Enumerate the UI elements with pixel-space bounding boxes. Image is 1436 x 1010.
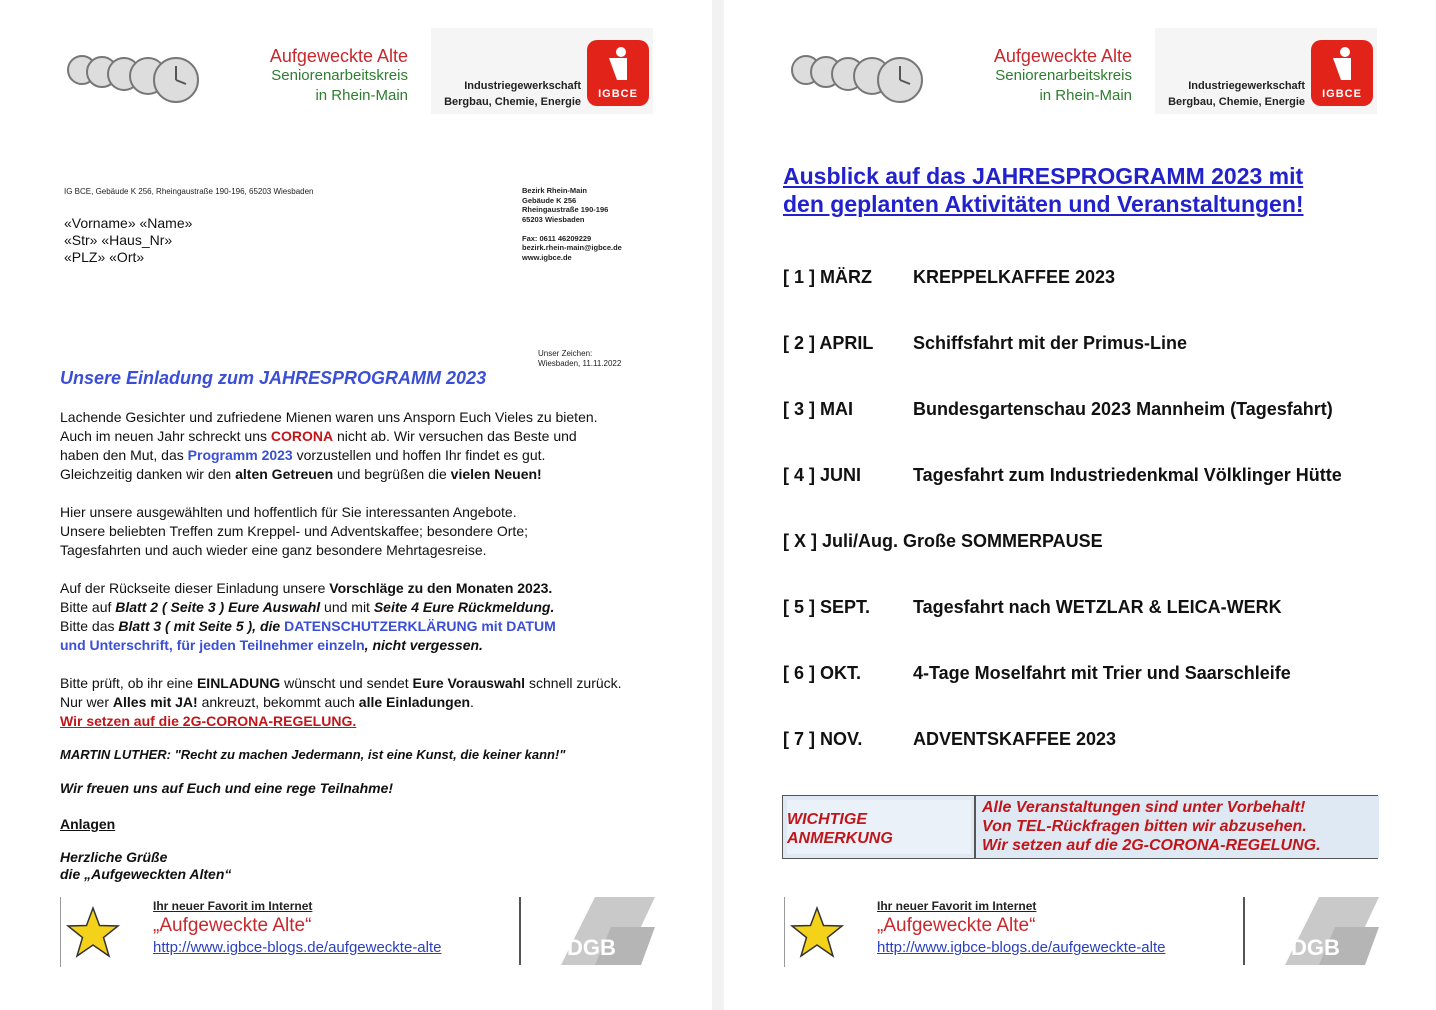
text-line: Lachende Gesichter und zufriedene Mienen waren uns Ansporn Euch Vieles zu bieten. (60, 409, 598, 425)
program-item-label: [ X ] Juli/Aug. Große SOMMERPAUSE (783, 531, 1103, 551)
program-item-label: [ 1 ] MÄRZ (783, 267, 872, 287)
blog-link[interactable]: http://www.igbce-blogs.de/aufgeweckte-alte (153, 939, 442, 956)
reference-date: Wiesbaden, 11.11.2022 (538, 359, 622, 368)
text-line: Bitte prüft, ob ihr eine EINLADUNG wünscht und sendet Eure Vorauswahl schnell zurück. (60, 675, 622, 691)
blog-name: „Aufgeweckte Alte“ (153, 915, 312, 936)
note-lines (976, 796, 1379, 855)
text-line: Hier unsere ausgewählten und hoffentlich für Sie interessanten Angebote. (60, 504, 517, 520)
luther-quote: MARTIN LUTHER: "Recht zu machen Jedermann, ist eine Kunst, die keiner kann!" (60, 747, 566, 762)
brand-title: Aufgeweckte Alte (269, 46, 408, 66)
dgb-text: DGB (567, 935, 616, 960)
footer-divider (519, 897, 521, 965)
program-item-label: [ 3 ] MAI (783, 399, 853, 419)
brand-region: in Rhein-Main (1039, 87, 1132, 104)
igbce-logo (1311, 40, 1373, 106)
igbce-logo-text: IGBCE (598, 88, 638, 100)
footer-banner (784, 897, 1379, 967)
program-item-text: Tagesfahrt zum Industriedenkmal Völklinger Hütte (913, 465, 1342, 485)
union-name (1155, 78, 1305, 110)
text-line: und Unterschrift, für jeden Teilnehmer einzeln, nicht vergessen. (60, 637, 483, 653)
program-item-sommerpause (783, 531, 1103, 552)
program-item-label: [ 2 ] APRIL (783, 333, 874, 353)
blog-link[interactable]: http://www.igbce-blogs.de/aufgeweckte-alte (877, 939, 1166, 956)
program-item-label: [ 6 ] OKT. (783, 663, 862, 683)
recipient-line: «Str» «Haus_Nr» (64, 232, 173, 248)
union-line2: Bergbau, Chemie, Energie (1168, 96, 1305, 108)
blog-name: „Aufgeweckte Alte“ (877, 915, 1036, 936)
greeting-line: die „Aufgeweckten Alten“ (60, 866, 232, 882)
igbce-logo-text: IGBCE (1322, 88, 1362, 100)
footer-banner (60, 897, 655, 967)
text-line: Auf der Rückseite dieser Einladung unsere Vorschläge zu den Monaten 2023. (60, 580, 553, 596)
sender-line: Gebäude K 256 (522, 195, 577, 205)
sender-line: Rheingaustraße 190-196 (522, 205, 609, 214)
greeting (60, 849, 231, 883)
reference-label: Unser Zeichen: (538, 349, 593, 358)
program-item-text: ADVENTSKAFFEE 2023 (913, 729, 1117, 749)
union-name (431, 78, 581, 110)
program-item-april (783, 333, 1187, 354)
footer-divider (1243, 897, 1245, 965)
sender-block (522, 186, 622, 262)
brand-text (258, 46, 408, 106)
closing-line: Wir freuen uns auf Euch und eine rege Teilnahme! (60, 780, 394, 796)
brand-subtitle: Seniorenarbeitskreis (271, 67, 408, 84)
union-header (431, 28, 653, 114)
program-item-text: Tagesfahrt nach WETZLAR & LEICA-WERK (913, 597, 1282, 617)
sender-spacer (522, 224, 622, 234)
text-line: Nur wer Alles mit JA! ankreuzt, bekommt auch alle Einladungen. (60, 694, 474, 710)
sender-line: bezirk.rhein-main@igbce.de (522, 243, 622, 252)
note-heading (787, 800, 971, 854)
text-line: Tagesfahrten und auch wieder eine ganz besondere Mehrtagesreise. (60, 542, 487, 558)
favorite-label: Ihr neuer Favorit im Internet (153, 899, 313, 913)
program-item-text: Schiffsfahrt mit der Primus-Line (913, 333, 1188, 353)
program-item-juni (783, 465, 1342, 486)
igbce-figure-icon (1311, 40, 1373, 84)
sender-line: www.igbce.de (522, 252, 572, 262)
text-line: Unsere beliebten Treffen zum Kreppel- und Adventskaffee; besondere Orte; (60, 523, 528, 539)
page-left (0, 0, 712, 1010)
brand-region: in Rhein-Main (315, 87, 408, 104)
program-item-maerz (783, 267, 1115, 288)
program-item-text: Bundesgartenschau 2023 Mannheim (Tagesfahrt) (913, 399, 1333, 419)
union-line1: Industriegewerkschaft (1188, 80, 1305, 92)
text-line: Gleichzeitig danken wir den alten Getreuen und begrüßen die vielen Neuen! (60, 466, 542, 482)
recipient-line: «Vorname» «Name» (64, 215, 193, 231)
program-item-text: 4-Tage Moselfahrt mit Trier und Saarschleife (913, 663, 1291, 683)
program-item-sept (783, 597, 1282, 618)
page-right (724, 0, 1436, 1010)
note-line: Alle Veranstaltungen sind unter Vorbehalt! (982, 799, 1306, 816)
note-line: Wir setzen auf die 2G-CORONA-REGELUNG. (982, 837, 1321, 854)
text-line: Bitte das Blatt 3 ( mit Seite 5 ), die DATENSCHUTZERKLÄRUNG mit DATUM (60, 618, 556, 634)
greeting-line: Herzliche Grüße (60, 849, 168, 865)
sender-line: 65203 Wiesbaden (522, 214, 585, 224)
igbce-figure-icon (587, 40, 649, 84)
program-item-mai (783, 399, 1333, 420)
favorite-label: Ihr neuer Favorit im Internet (877, 899, 1037, 913)
program-title-line: den geplanten Aktivitäten und Veranstaltungen! (783, 191, 1304, 217)
recipient-address (64, 215, 192, 266)
alarm-clocks-image (788, 40, 928, 112)
sender-line: Bezirk Rhein-Main (522, 186, 588, 195)
program-item-label: [ 7 ] NOV. (783, 729, 863, 749)
important-note-box (782, 795, 1378, 859)
program-item-text: KREPPELKAFFEE 2023 (913, 267, 1116, 287)
dgb-logo (551, 897, 655, 965)
note-body (974, 796, 1379, 858)
alarm-clocks-image (64, 40, 204, 112)
brand-subtitle: Seniorenarbeitskreis (995, 67, 1132, 84)
program-item-nov (783, 729, 1116, 750)
letter-title: Unsere Einladung zum JAHRESPROGRAMM 2023 (60, 368, 487, 388)
union-line1: Industriegewerkschaft (464, 80, 581, 92)
igbce-logo (587, 40, 649, 106)
dgb-logo (1275, 897, 1379, 965)
note-heading-line: ANMERKUNG (787, 830, 893, 847)
brand-title: Aufgeweckte Alte (993, 46, 1132, 66)
note-line: Von TEL-Rückfragen bitten wir abzusehen. (982, 818, 1307, 835)
attachments-label: Anlagen (60, 816, 116, 832)
paragraph-instructions (60, 579, 680, 655)
return-address: IG BCE, Gebäude K 256, Rheingaustraße 190-196, 65203 Wiesbaden (64, 187, 314, 196)
reference-block (538, 349, 621, 369)
star-icon (65, 905, 121, 961)
recipient-line: «PLZ» «Ort» (64, 249, 145, 265)
paragraph-offers (60, 503, 660, 560)
note-heading-line: WICHTIGE (787, 811, 867, 828)
text-line: Bitte auf Blatt 2 ( Seite 3 ) Eure Auswahl und mit Seite 4 Eure Rückmeldung. (60, 599, 555, 615)
program-title (783, 162, 1304, 218)
program-item-label: [ 4 ] JUNI (783, 465, 862, 485)
union-line2: Bergbau, Chemie, Energie (444, 96, 581, 108)
sender-line: Fax: 0611 46209229 (522, 233, 592, 243)
dgb-text: DGB (1291, 935, 1340, 960)
star-icon (789, 905, 845, 961)
text-line: Auch im neuen Jahr schreckt uns CORONA nicht ab. Wir versuchen das Beste und (60, 428, 577, 444)
corona-rule-line: Wir setzen auf die 2G-CORONA-REGELUNG. (60, 713, 357, 729)
program-item-label: [ 5 ] SEPT. (783, 597, 871, 617)
brand-text (982, 46, 1132, 106)
union-header (1155, 28, 1377, 114)
paragraph-request (60, 674, 680, 731)
program-item-okt (783, 663, 1291, 684)
program-title-line: Ausblick auf das JAHRESPROGRAMM 2023 mit (783, 163, 1304, 189)
paragraph-intro (60, 408, 660, 484)
text-line: haben den Mut, das Programm 2023 vorzustellen und hoffen Ihr findet es gut. (60, 447, 546, 463)
